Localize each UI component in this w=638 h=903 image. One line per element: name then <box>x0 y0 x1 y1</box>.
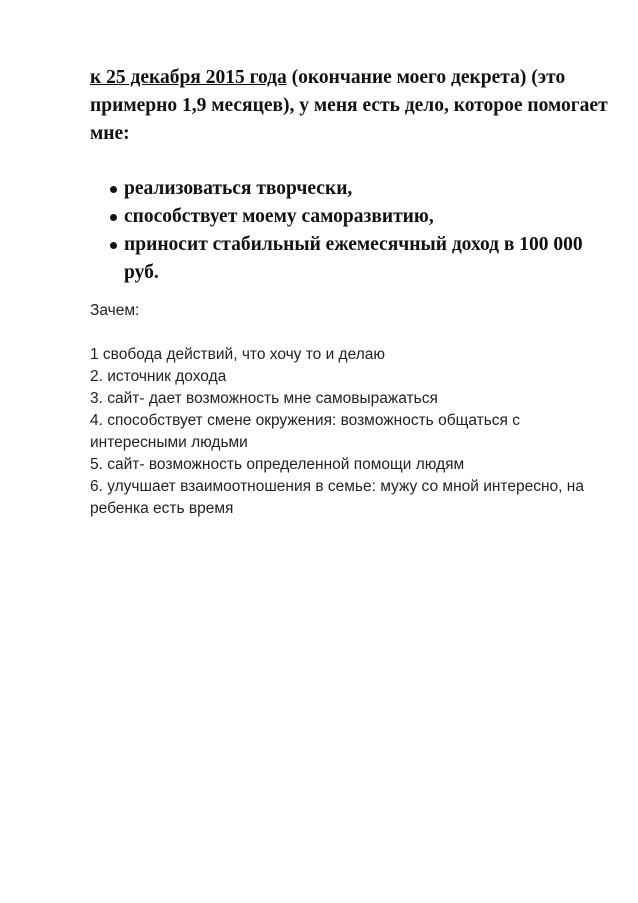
goal-text: реализоваться творчески, <box>124 178 353 199</box>
goal-text: способствует моему саморазвитию, <box>124 206 434 227</box>
reason-item: 5. сайт- возможность определенной помощи людям <box>90 456 465 473</box>
bullet-icon <box>110 186 117 193</box>
goal-item <box>90 203 610 231</box>
intro-paragraph <box>90 64 610 148</box>
reason-item: 4. способствует смене окружения: возможность общаться с интересными людьми <box>90 412 520 451</box>
goal-item <box>90 231 610 287</box>
bullet-icon <box>110 214 117 221</box>
reason-item: 3. сайт- дает возможность мне самовыражаться <box>90 390 438 407</box>
intro-text: (окончание моего декрета) (это примерно 1,9 месяцев), у меня есть дело, которое помогает мне: <box>90 67 608 144</box>
why-section <box>90 300 610 520</box>
goal-text: приносит стабильный ежемесячный доход в 100 000 руб. <box>124 234 583 283</box>
reason-item: 1 свобода действий, что хочу то и делаю <box>90 346 385 363</box>
why-heading: Зачем: <box>90 302 140 319</box>
goals-list <box>90 175 610 287</box>
goal-item <box>90 175 610 203</box>
reason-item: 2. источник дохода <box>90 368 227 385</box>
deadline-text: к 25 декабря 2015 года <box>90 67 287 88</box>
reason-item: 6. улучшает взаимоотношения в семье: мужу со мной интересно, на ребенка есть время <box>90 478 584 517</box>
bullet-icon <box>110 242 117 249</box>
reasons-list <box>90 344 610 520</box>
